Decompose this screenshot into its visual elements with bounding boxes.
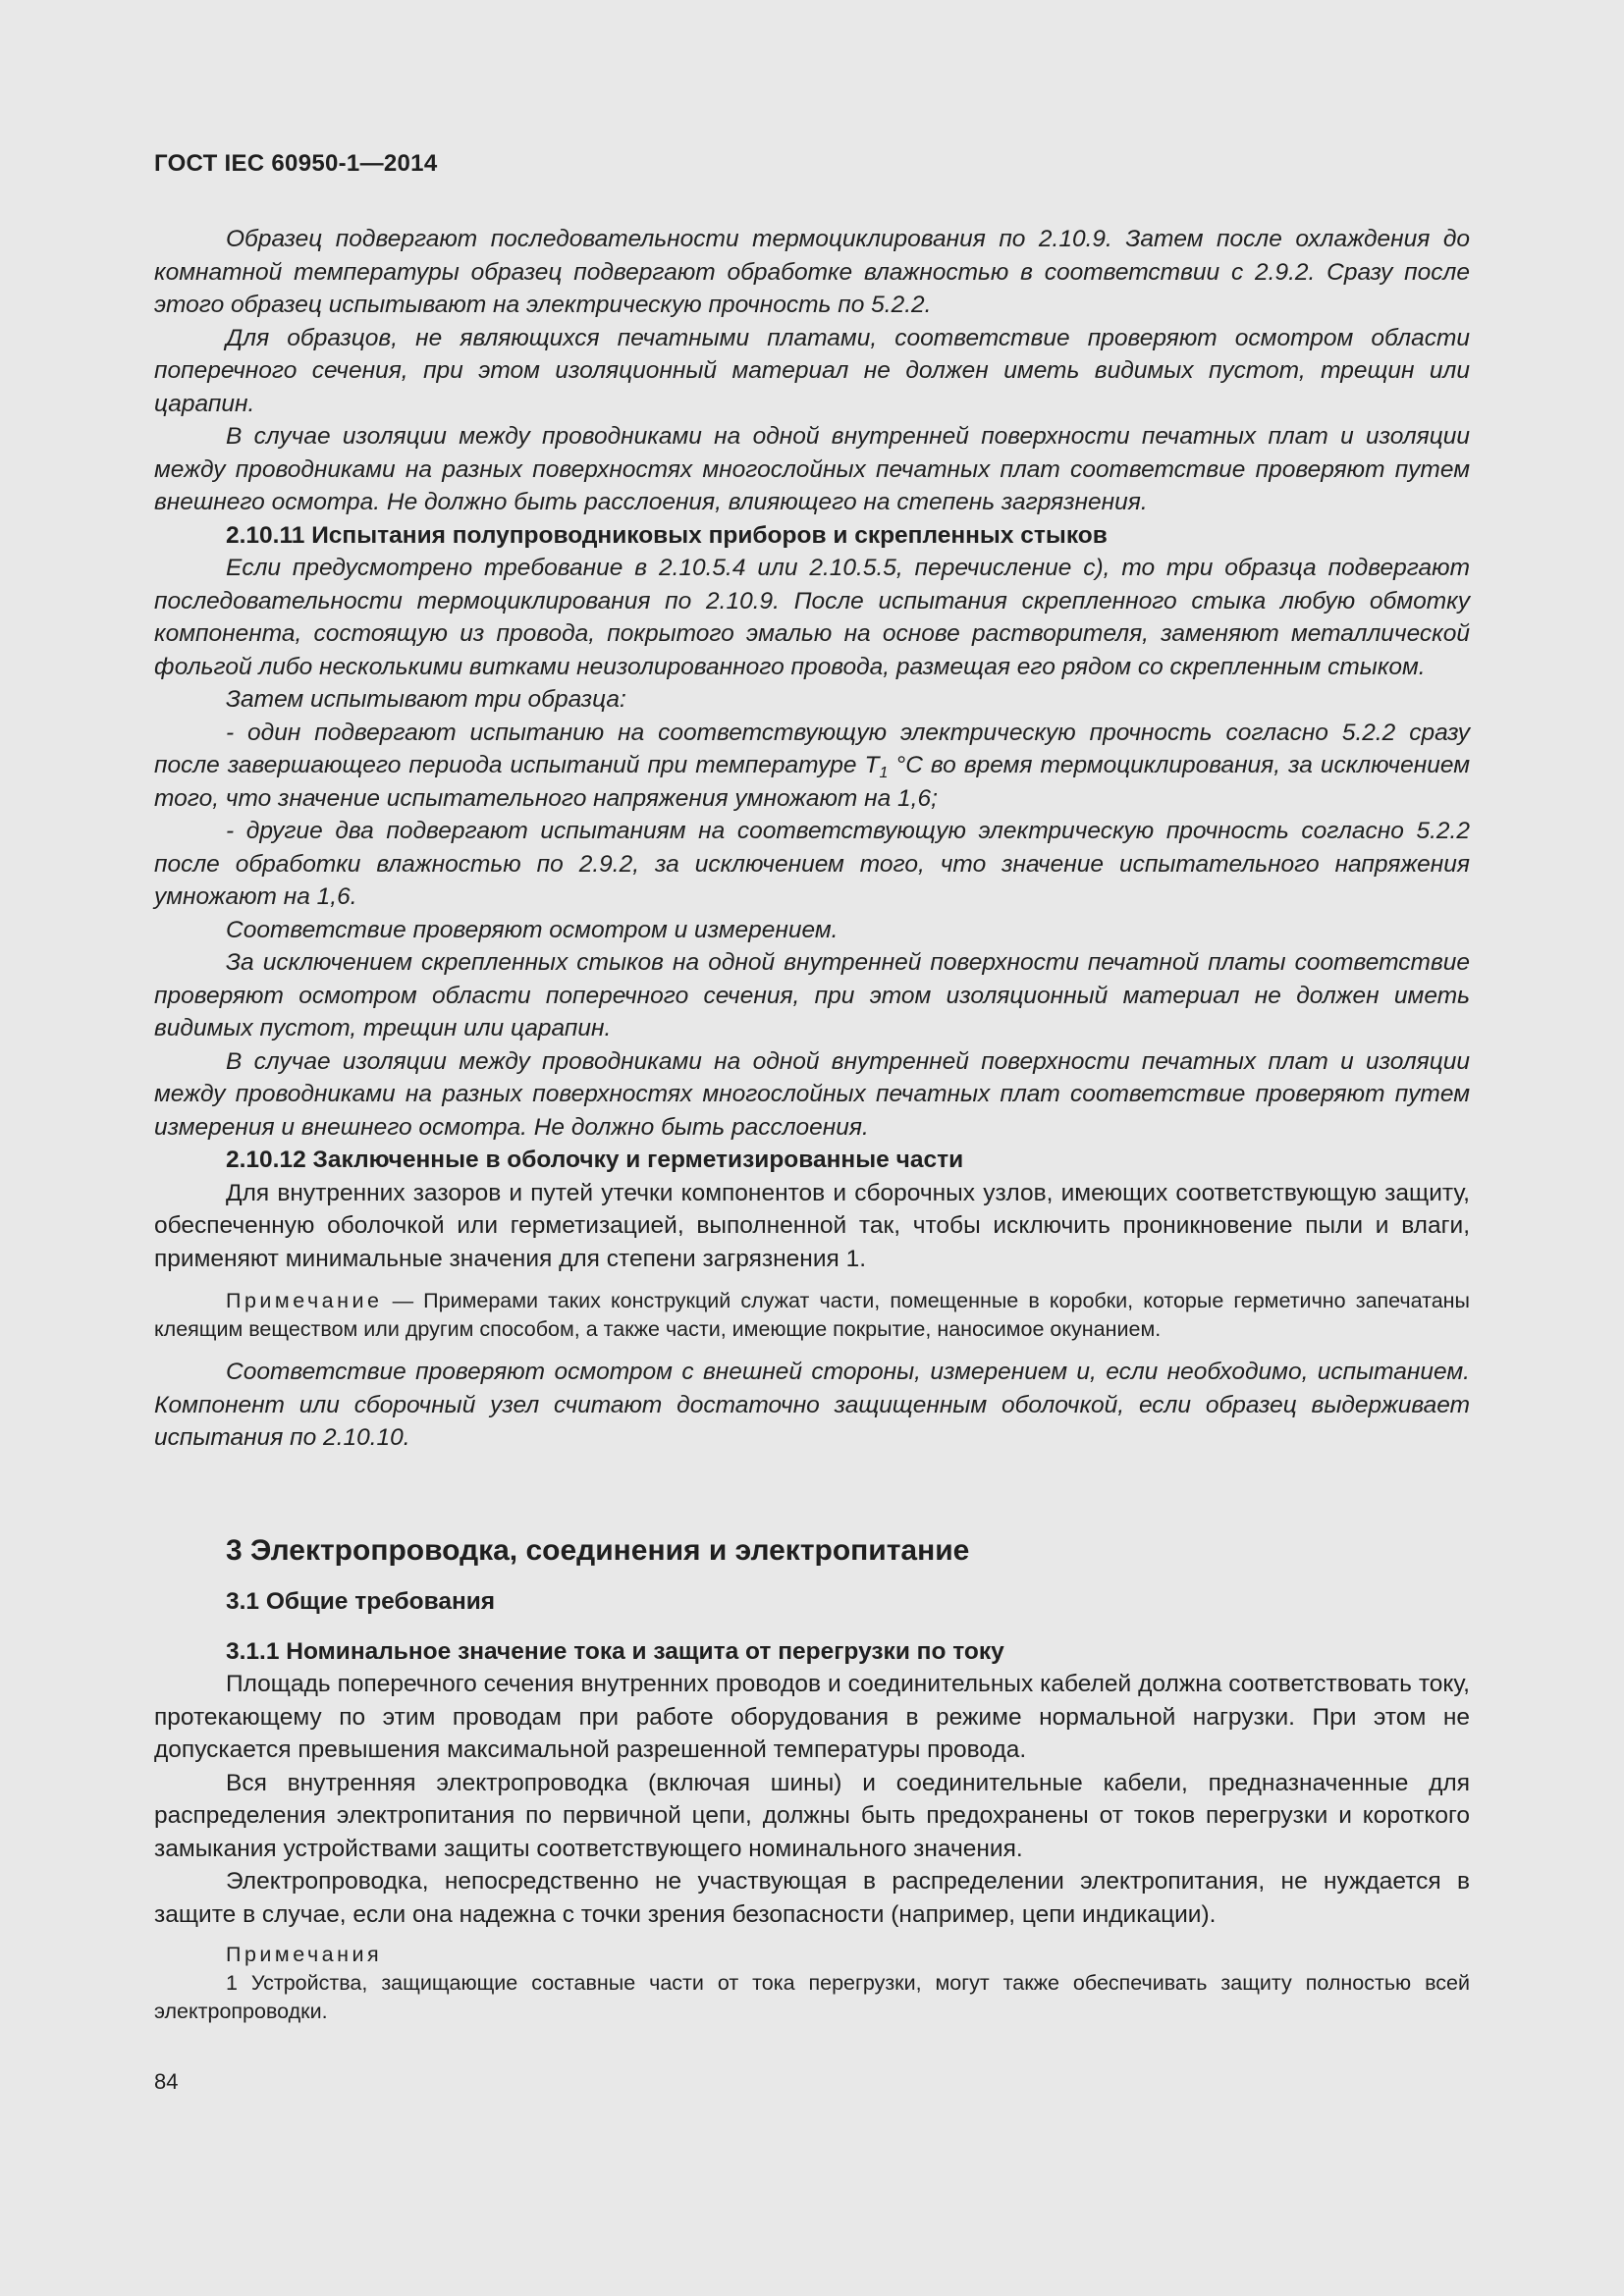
block-section-3 [154,1531,1470,2026]
note: 1 Устройства, защищающие составные части от тока перегрузки, могут также обеспечивать защиту полностью всей электропроводки. [154,1971,1470,2023]
chapter-heading-3: 3 Электропроводка, соединения и электропитание [226,1534,970,1567]
paragraph: В случае изоляции между проводниками на одной внутренней поверхности печатных плат и изоляции между проводниками на разных поверхностях многослойных печатных плат соответствие проверяют путем измерения и внешнего осмотра. Не должно быть расслоения. [154,1047,1470,1141]
notes-label: Примечания [226,1943,383,1966]
note-label: Примечание [226,1289,383,1312]
list-item [154,717,1470,816]
paragraph: Соответствие проверяют осмотром с внешней стороны, измерением и, если необходимо, испытанием. Компонент или сборочный узел считают достаточно защищенным оболочкой, если образец выдерживает испытания по 2.10.10. [154,1359,1470,1451]
document-header: ГОСТ IEC 60950-1—2014 [154,150,438,177]
list-item-text: - один подвергают испытанию на соответствующую электрическую прочность согласно 5.2.2 сразу после завершающего периода испытаний при температуре T [154,719,1470,778]
subscript: 1 [879,765,889,781]
page-number: 84 [154,2069,179,2094]
note [154,1287,1470,1344]
paragraph: Затем испытывают три образца: [226,686,626,713]
section-heading-3-1-1: 3.1.1 Номинальное значение тока и защита от перегрузки по току [226,1637,1004,1665]
section-heading-2-10-11: 2.10.11 Испытания полупроводниковых приборов и скрепленных стыков [226,521,1108,549]
paragraph: В случае изоляции между проводниками на одной внутренней поверхности печатных плат и изоляции между проводниками на разных поверхностях многослойных печатных плат соответствие проверяют путем внешнего осмотра. Не должно быть расслоения, влияющего на степень загрязнения. [154,423,1470,515]
paragraph: Электропроводка, непосредственно не участвующая в распределении электропитания, не нуждается в защите в случае, если она надежна с точки зрения безопасности (например, цепи индикации). [154,1868,1470,1928]
paragraph: Образец подвергают последовательности термоциклирования по 2.10.9. Затем после охлаждения до комнатной температуры образец подвергают обработке влажностью в соответствии с 2.9.2. Сразу после этого образец испытывают на электрическую прочность по 5.2.2. [154,226,1470,318]
paragraph: Соответствие проверяют осмотром и измерением. [226,916,839,943]
block-top [154,223,1470,1455]
paragraph: Вся внутренняя электропроводка (включая шины) и соединительные кабели, предназначенные для распределения электропитания по первичной цепи, должны быть предохранены от токов перегрузки и короткого замыкания устройствами защиты соответствующего номинального значения. [154,1769,1470,1862]
section-heading-2-10-12: 2.10.12 Заключенные в оболочку и герметизированные части [226,1147,964,1173]
paragraph: За исключением скрепленных стыков на одной внутренней поверхности печатной платы соответствие проверяют осмотром области поперечного сечения, при этом изоляционный материал не должен иметь видимых пустот, трещин или царапин. [154,949,1470,1041]
list-item: - другие два подвергают испытаниям на соответствующую электрическую прочность согласно 5.2.2 после обработки влажностью по 2.9.2, за исключением того, что значение испытательного напряжения умножают на 1,6. [154,818,1470,910]
paragraph: Если предусмотрено требование в 2.10.5.4 или 2.10.5.5, перечисление c), то три образца подвергают последовательности термоциклирования по 2.10.9. После испытания скрепленного стыка любую обмотку компонента, состоящую из провода, покрытого эмалью на основе растворителя, заменяют металлической фольгой либо несколькими витками неизолированного провода, размещая его рядом со скрепленным стыком. [154,555,1470,680]
note-text: — Примерами таких конструкций служат части, помещенные в коробки, которые герметично запечатаны клеящим веществом или другим способом, а также части, имеющие покрытие, наносимое окунанием. [154,1289,1470,1341]
list-item-text: °С во время термоциклирования, за исключением того, что значение испытательного напряжения умножают на 1,6; [154,752,1470,812]
paragraph: Для образцов, не являющихся печатными платами, соответствие проверяют осмотром области поперечного сечения, при этом изоляционный материал не должен иметь видимых пустот, трещин или царапин. [154,324,1470,417]
section-heading-3-1: 3.1 Общие требования [226,1588,496,1615]
paragraph: Площадь поперечного сечения внутренних проводов и соединительных кабелей должна соответствовать току, протекающему по этим проводам при работе оборудования в режиме нормальной нагрузки. При этом не допускается превышения максимальной разрешенной температуры провода. [154,1671,1470,1763]
paragraph: Для внутренних зазоров и путей утечки компонентов и сборочных узлов, имеющих соответствующую защиту, обеспеченную оболочкой или герметизацией, выполненной так, чтобы исключить проникновение пыли и влаги, применяют минимальные значения для степени загрязнения 1. [154,1179,1470,1272]
